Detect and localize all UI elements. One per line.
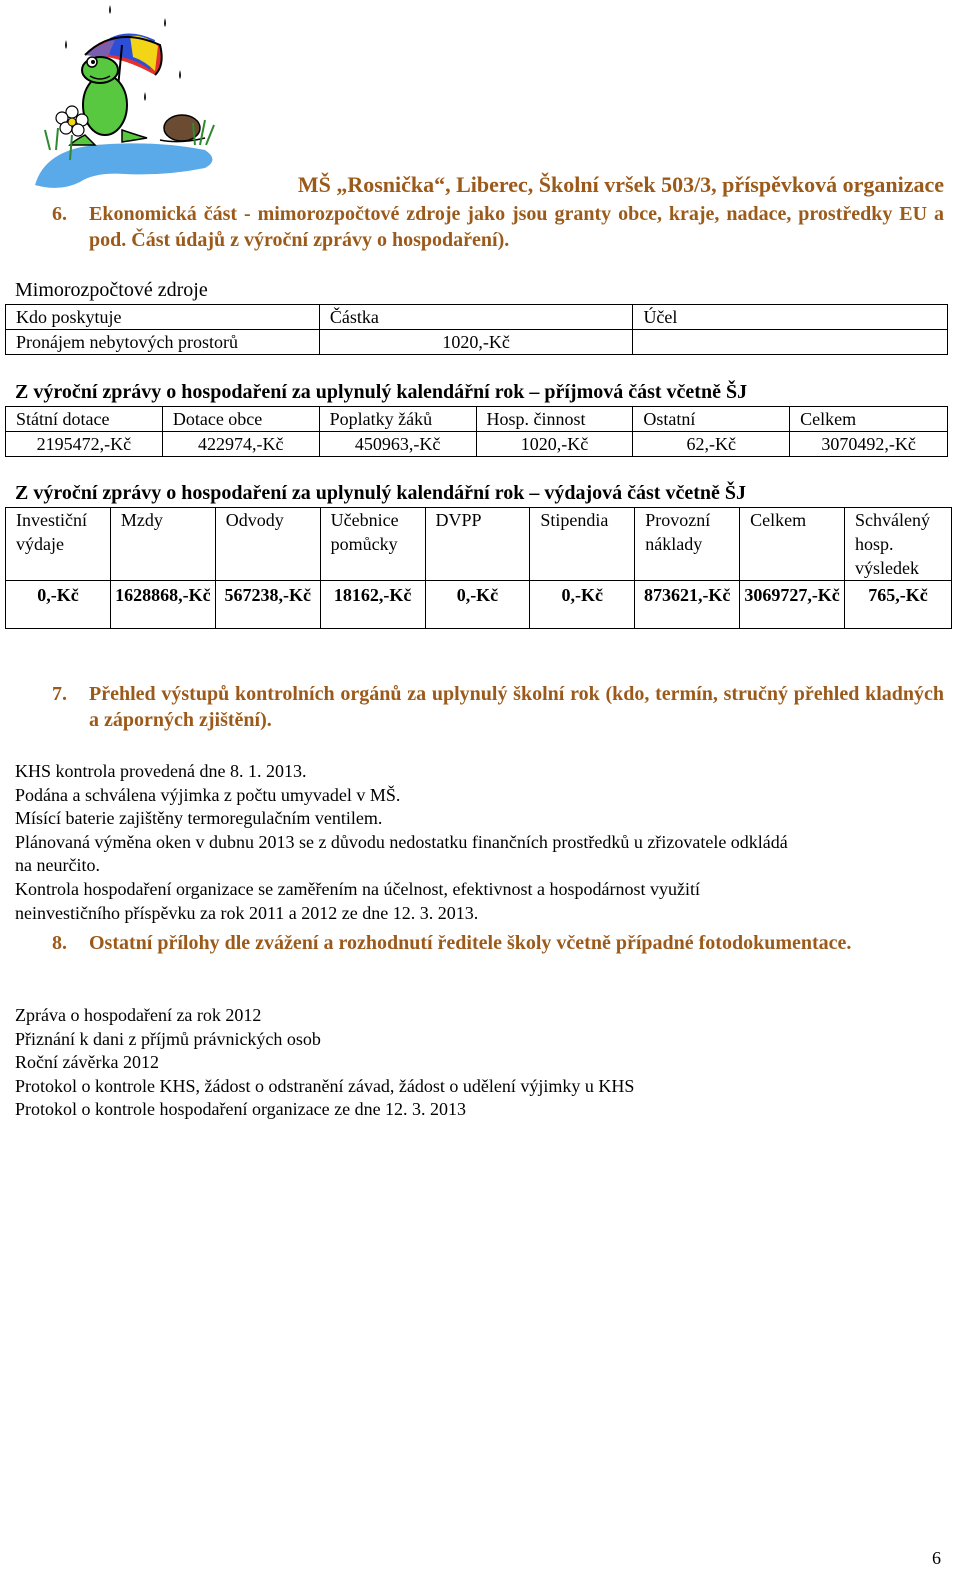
section-7-heading (52, 681, 944, 733)
table-cell: 3069727,-Kč (740, 581, 845, 629)
table-3-title: Z výroční zprávy o hospodaření za uplynulý kalendářní rok – výdajová část včetně ŠJ (15, 482, 746, 504)
header-cell: Účel (633, 305, 948, 330)
page-number: 6 (932, 1548, 941, 1568)
table-cell: Pronájem nebytových prostorů (6, 330, 320, 355)
section-6-text: Ekonomická část - mimorozpočtové zdroje jako jsou granty obce, kraje, nadace, prostředky EU a pod. Část údajů z výroční zprávy o hospodaření). (89, 203, 944, 251)
text-line: Kontrola hospodaření organizace se zaměřením na účelnost, efektivnost a hospodárnost využití (15, 878, 700, 899)
section-6-number: 6. (52, 203, 67, 225)
table-cell: 3070492,-Kč (790, 432, 948, 457)
table-row (6, 432, 948, 457)
header-cell: Hosp. činnost (476, 407, 633, 432)
organization-title: MŠ „Rosnička“, Liberec, Školní vršek 503/3, příspěvková organizace (297, 172, 944, 197)
header-cell: Investiční výdaje (6, 508, 111, 581)
text-line: Plánovaná výměna oken v dubnu 2013 se z důvodu nedostatku finančních prostředků u zřizovatele odkládá (15, 831, 788, 852)
table-cell: 0,-Kč (530, 581, 635, 629)
section-7-number: 7. (52, 683, 67, 705)
list-item: Roční závěrka 2012 (15, 1052, 159, 1073)
table-row (6, 581, 952, 629)
header-cell: Kdo poskytuje (6, 305, 320, 330)
section-8-body (15, 1004, 915, 1122)
header-cell: Ostatní (633, 407, 790, 432)
header-cell: Celkem (790, 407, 948, 432)
header-cell: Stipendia (530, 508, 635, 581)
table-cell: 1020,-Kč (319, 330, 633, 355)
income-table (5, 406, 948, 457)
extra-budget-table (5, 304, 948, 355)
header-cell: Dotace obce (162, 407, 319, 432)
text-line: neinvestičního příspěvku za rok 2011 a 2012 ze dne 12. 3. 2013. (15, 902, 479, 923)
frog-umbrella-logo (30, 0, 220, 192)
table-header-row (6, 305, 948, 330)
table-cell: 567238,-Kč (215, 581, 320, 629)
table-cell: 2195472,-Kč (6, 432, 163, 457)
table-row (6, 330, 948, 355)
text-line: na neurčito. (15, 855, 100, 876)
expenditure-table (5, 507, 952, 629)
table-cell: 0,-Kč (425, 581, 530, 629)
header-cell: Státní dotace (6, 407, 163, 432)
header-cell: Schválený hosp. výsledek (845, 508, 952, 581)
section-8-text: Ostatní přílohy dle zvážení a rozhodnutí ředitele školy včetně případné fotodokumentace. (89, 932, 852, 954)
table-cell: 18162,-Kč (320, 581, 425, 629)
list-item: Protokol o kontrole hospodaření organizace ze dne 12. 3. 2013 (15, 1099, 467, 1120)
table-header-row (6, 407, 948, 432)
list-item: Přiznání k dani z příjmů právnických osob (15, 1028, 321, 1049)
header-cell: Celkem (740, 508, 845, 581)
list-item: Protokol o kontrole KHS, žádost o odstranění závad, žádost o udělení výjimky u KHS (15, 1075, 635, 1096)
table-cell: 450963,-Kč (319, 432, 476, 457)
header-cell: Provozní náklady (635, 508, 740, 581)
table-2-title: Z výroční zprávy o hospodaření za uplynulý kalendářní rok – příjmová část včetně ŠJ (15, 381, 748, 403)
table-cell: 62,-Kč (633, 432, 790, 457)
table-cell (633, 330, 948, 355)
table-cell: 765,-Kč (845, 581, 952, 629)
section-6-heading (52, 201, 944, 253)
table-cell: 1628868,-Kč (110, 581, 215, 629)
header-cell: DVPP (425, 508, 530, 581)
section-8-heading (52, 930, 944, 956)
header-cell: Poplatky žáků (319, 407, 476, 432)
text-line: Mísící baterie zajištěny termoregulačním ventilem. (15, 808, 383, 829)
section-7-text: Přehled výstupů kontrolních orgánů za uplynulý školní rok (kdo, termín, stručný přehled kladných a záporných zjištění). (89, 683, 944, 731)
table-cell: 422974,-Kč (162, 432, 319, 457)
table-1-title: Mimorozpočtové zdroje (15, 279, 208, 301)
list-item: Zpráva o hospodaření za rok 2012 (15, 1005, 262, 1025)
header-cell: Částka (319, 305, 633, 330)
table-cell: 1020,-Kč (476, 432, 633, 457)
header-cell: Učebnice pomůcky (320, 508, 425, 581)
table-header-row (6, 508, 952, 581)
table-cell: 0,-Kč (6, 581, 111, 629)
text-line: Podána a schválena výjimka z počtu umyvadel v MŠ. (15, 784, 401, 805)
header-cell: Mzdy (110, 508, 215, 581)
text-line: KHS kontrola provedená dne 8. 1. 2013. (15, 761, 307, 781)
section-7-body (15, 760, 915, 925)
table-cell: 873621,-Kč (635, 581, 740, 629)
section-8-number: 8. (52, 932, 67, 954)
header-cell: Odvody (215, 508, 320, 581)
